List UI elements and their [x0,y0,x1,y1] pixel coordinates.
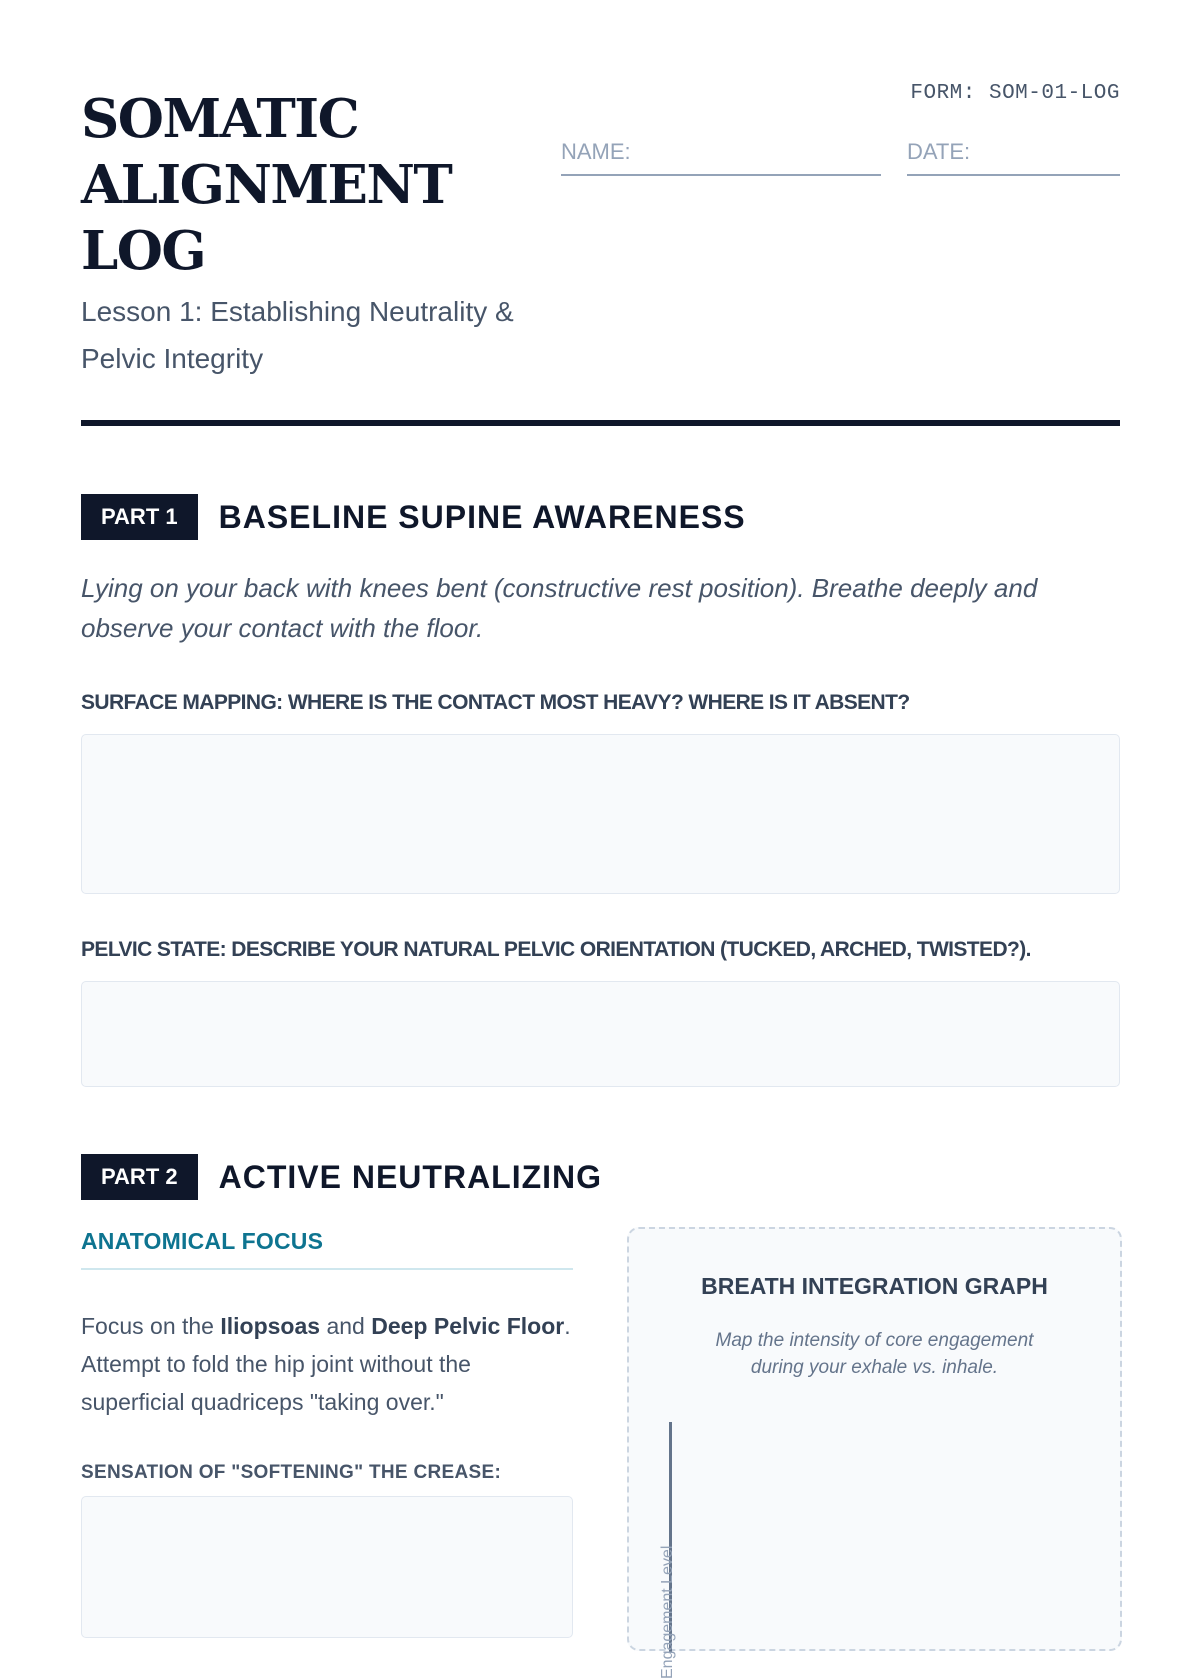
date-label: DATE: [907,139,971,164]
header [81,78,1120,378]
worksheet-page [81,0,1120,1679]
pelvic-state-answer[interactable] [81,981,1120,1087]
surface-mapping-answer[interactable] [81,734,1120,894]
sensation-label: SENSATION OF "SOFTENING" THE CREASE: [81,1462,502,1483]
form-code: FORM: SOM-01-LOG [910,82,1120,105]
sensation-answer[interactable] [81,1496,573,1638]
iliopsoas-term: Iliopsoas [220,1313,321,1339]
part2-title: ACTIVE NEUTRALIZING [218,1158,603,1195]
part2-badge: PART 2 [81,1154,198,1200]
date-field[interactable] [907,130,1120,176]
anatomical-focus-text: Focus on the Iliopsoas and Deep Pelvic Floor. Attempt to fold the hip joint without the superficial quadriceps "taking over." [81,1313,571,1415]
graph-y-axis-label: Engagement Level [659,1545,676,1679]
deep-pelvic-floor-term: Deep Pelvic Floor [371,1313,565,1339]
part1-badge: PART 1 [81,494,198,540]
name-label: NAME: [561,139,631,164]
surface-mapping-label: SURFACE MAPPING: WHERE IS THE CONTACT MOST HEAVY? WHERE IS IT ABSENT? [81,691,910,714]
name-field[interactable] [561,130,881,176]
part2-header [81,1154,602,1200]
graph-title: BREATH INTEGRATION GRAPH [701,1273,1048,1299]
part1-instructions: Lying on your back with knees bent (constructive rest position). Breathe deeply and observe your contact with the floor. [81,573,1038,643]
header-divider [81,420,1120,426]
page-title: SOMATIC ALIGNMENT LOG [81,88,452,282]
anatomical-focus-heading: ANATOMICAL FOCUS [81,1228,573,1270]
breath-graph-card [627,1227,1122,1679]
part1-header [81,494,746,540]
graph-description: Map the intensity of core engagement during your exhale vs. inhale. [715,1330,1034,1378]
pelvic-state-label: PELVIC STATE: DESCRIBE YOUR NATURAL PELVIC ORIENTATION (TUCKED, ARCHED, TWISTED?). [81,938,1031,961]
lesson-subtitle: Lesson 1: Establishing Neutrality & Pelvic Integrity [81,296,514,374]
part1-title: BASELINE SUPINE AWARENESS [218,498,746,535]
